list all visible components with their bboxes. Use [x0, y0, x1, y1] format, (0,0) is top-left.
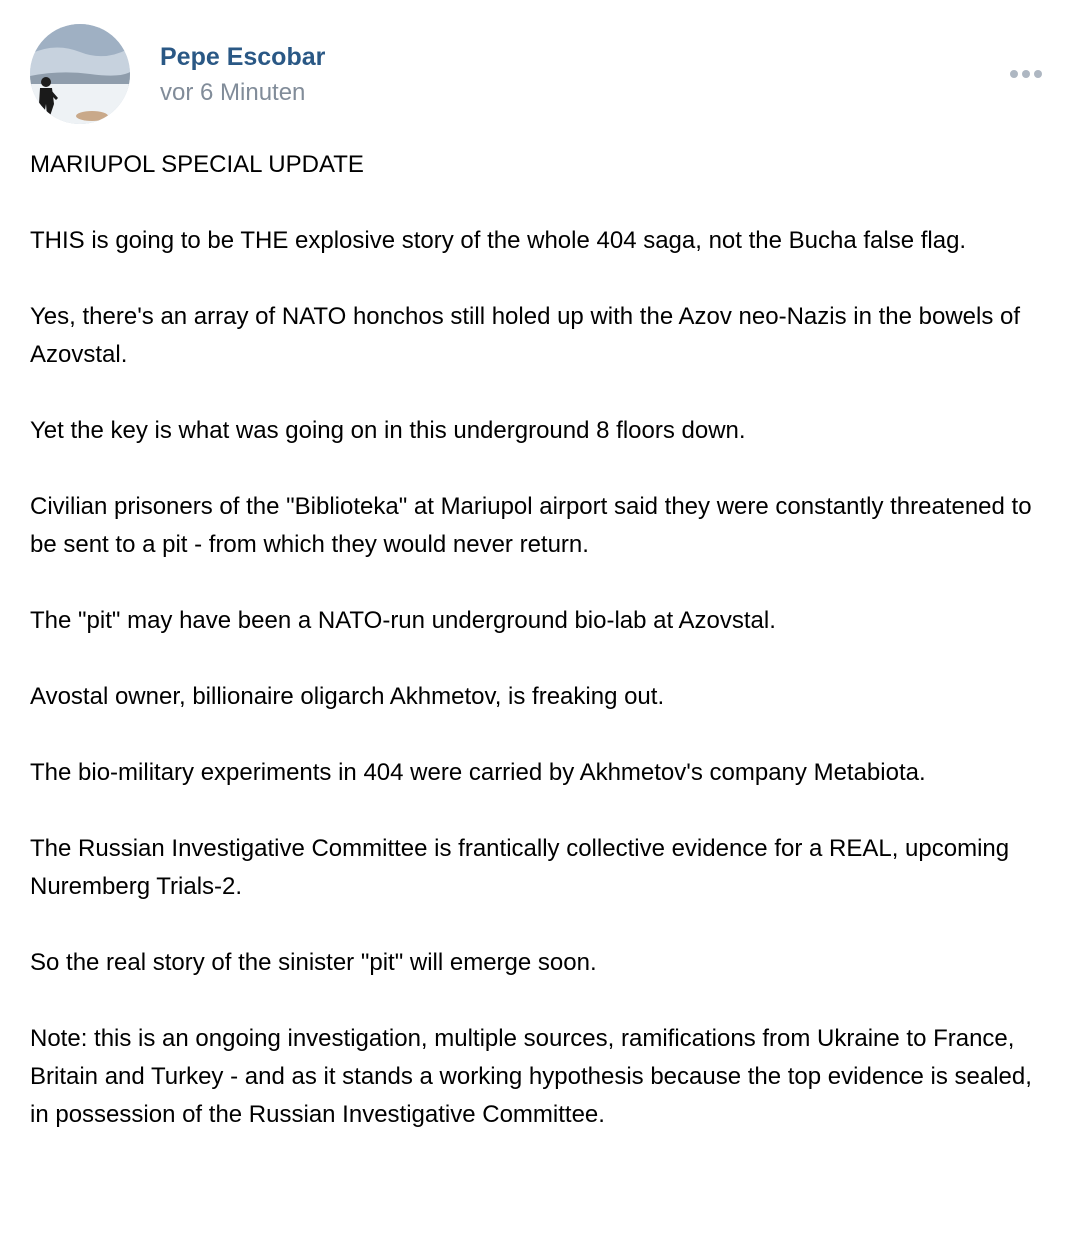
post-paragraph: The Russian Investigative Committee is frantically collective evidence for a REAL, upcoming Nuremberg Trials-2. [30, 835, 1010, 900]
dot-icon [1010, 70, 1018, 78]
post-text [30, 146, 1050, 1134]
avatar[interactable] [30, 24, 130, 124]
post-paragraph: Yet the key is what was going on in this underground 8 floors down. [30, 417, 746, 444]
post-paragraph: MARIUPOL SPECIAL UPDATE [30, 151, 364, 178]
post-paragraph: Yes, there's an array of NATO honchos still holed up with the Azov neo-Nazis in the bowels of Azovstal. [30, 303, 1021, 368]
post-paragraph: Note: this is an ongoing investigation, multiple sources, ramifications from Ukraine to France, Britain and Turkey - and as it stands a working hypothesis because the top evidence is sealed, in possession of the Russian Investigative Committee. [30, 1025, 1032, 1128]
dot-icon [1034, 70, 1042, 78]
post-paragraph: So the real story of the sinister "pit" will emerge soon. [30, 949, 597, 976]
post-timestamp[interactable]: vor 6 Minuten [160, 79, 306, 106]
post-paragraph: The bio-military experiments in 404 were carried by Akhmetov's company Metabiota. [30, 759, 926, 786]
more-options-icon[interactable] [1006, 62, 1046, 86]
post-paragraph: The "pit" may have been a NATO-run underground bio-lab at Azovstal. [30, 607, 776, 634]
post-paragraph: Avostal owner, billionaire oligarch Akhmetov, is freaking out. [30, 683, 665, 710]
avatar-photo [30, 24, 130, 124]
post-paragraph: Civilian prisoners of the "Biblioteka" at Mariupol airport said they were constantly threatened to be sent to a pit - from which they would never return. [30, 493, 1032, 558]
dot-icon [1022, 70, 1030, 78]
author-name[interactable]: Pepe Escobar [160, 43, 326, 71]
post-paragraph: THIS is going to be THE explosive story of the whole 404 saga, not the Bucha false flag. [30, 227, 967, 254]
